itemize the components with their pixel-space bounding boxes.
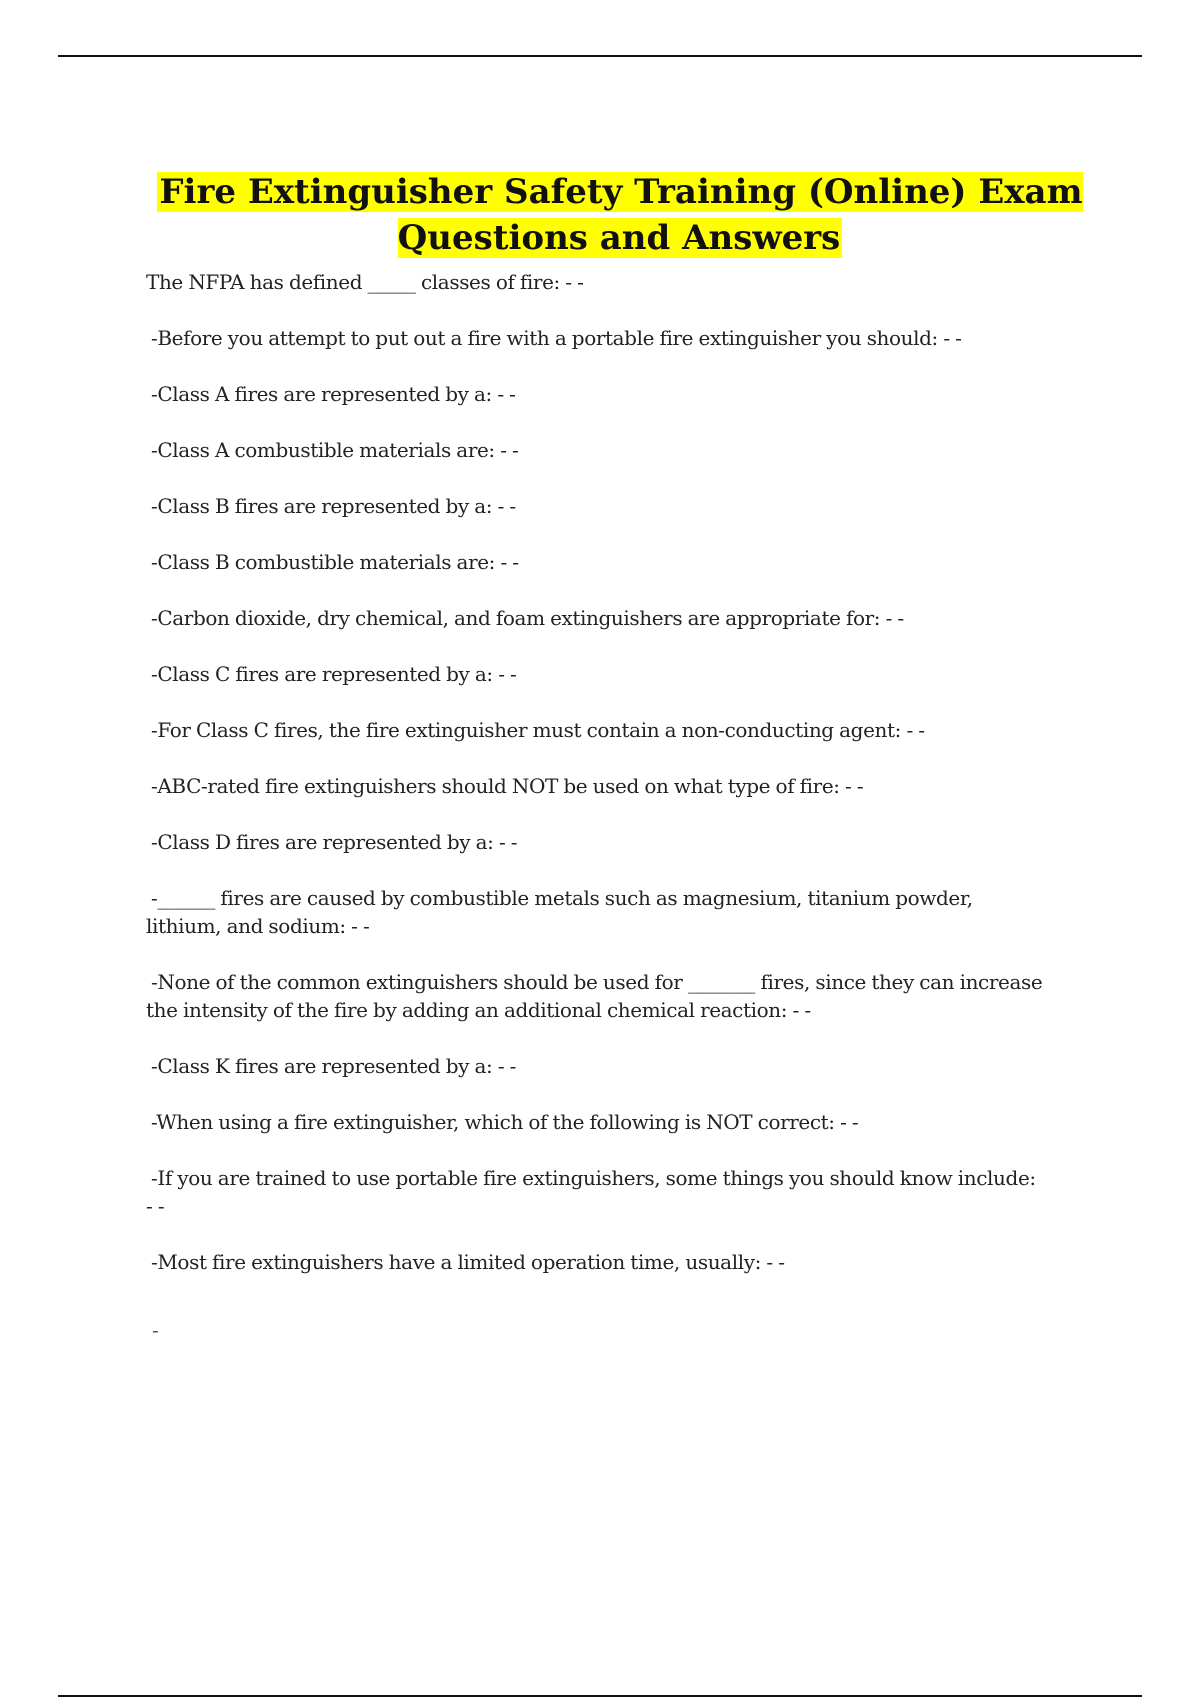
question-item: -Most fire extinguishers have a limited operation time, usually: - - <box>151 1250 785 1274</box>
trailing-dash: - <box>152 1318 159 1342</box>
question-list <box>146 268 1046 1304</box>
question-item: -Class B combustible materials are: - - <box>151 550 519 574</box>
question-item: -Class A fires are represented by a: - - <box>151 382 516 406</box>
question-item: -______ fires are caused by combustible metals such as magnesium, titanium powder, lithium, and sodium: - - <box>146 886 973 938</box>
bottom-rule <box>58 1695 1142 1697</box>
title-highlight: Fire Extinguisher Safety Training (Online) Exam Questions and Answers <box>159 171 1083 258</box>
question-item: -Class C fires are represented by a: - - <box>151 662 517 686</box>
question-item: The NFPA has defined _____ classes of fire: - - <box>146 270 584 294</box>
top-rule <box>58 55 1142 57</box>
question-item: -When using a fire extinguisher, which of the following is NOT correct: - - <box>151 1110 859 1134</box>
question-item: -ABC-rated fire extinguishers should NOT be used on what type of fire: - - <box>151 774 864 798</box>
question-item: -Carbon dioxide, dry chemical, and foam extinguishers are appropriate for: - - <box>151 606 904 630</box>
question-item: -If you are trained to use portable fire extinguishers, some things you should know include: - - <box>146 1166 1036 1218</box>
question-item: -Before you attempt to put out a fire with a portable fire extinguisher you should: - - <box>151 326 962 350</box>
question-item: -Class B fires are represented by a: - - <box>151 494 516 518</box>
question-item: -None of the common extinguishers should be used for _______ fires, since they can increase the intensity of the fire by adding an additional chemical reaction: - - <box>146 970 1043 1022</box>
question-item: -For Class C fires, the fire extinguisher must contain a non-conducting agent: - - <box>151 718 925 742</box>
question-item: -Class A combustible materials are: - - <box>151 438 519 462</box>
question-item: -Class K fires are represented by a: - - <box>151 1054 517 1078</box>
document-title <box>140 169 1100 261</box>
question-item: -Class D fires are represented by a: - - <box>151 830 518 854</box>
